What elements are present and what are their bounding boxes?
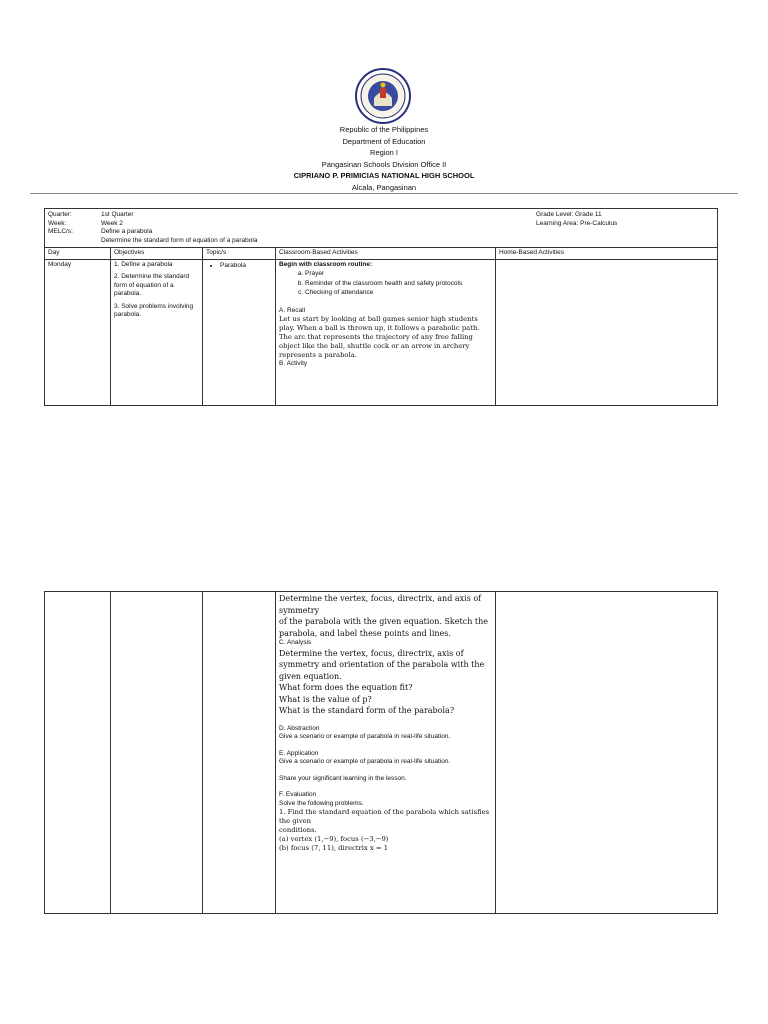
abstraction-heading: D. Abstraction [279, 724, 320, 732]
header-line: Republic of the Philippines [339, 125, 429, 134]
melc-1: Define a parabola [101, 228, 153, 235]
share-text: Share your significant learning in the lesson. [279, 774, 407, 782]
routine-list [279, 270, 492, 298]
classroom-activities-cell [276, 592, 496, 914]
analysis-line: What is the value of p? [279, 694, 372, 704]
routine-item: b. Reminder of the classroom health and safety protocols [305, 280, 492, 289]
evaluation-question: 1. Find the standard equation of the parabola which satisfies the given [279, 808, 490, 825]
recall-heading: A. Recall [279, 306, 306, 314]
day-cell [45, 592, 111, 914]
activity-instruction: Determine the vertex, focus, directrix, and axis of symmetry [279, 594, 482, 615]
learning-area: Learning Area: Pre-Calculus [536, 219, 618, 227]
deped-seal-logo [355, 68, 411, 124]
col-day: Day [45, 248, 111, 260]
lesson-plan-table [44, 208, 718, 406]
activity-heading: B. Activity [279, 360, 308, 367]
objective-item: 2. Determine the standard form of equation of a parabola. [114, 273, 190, 297]
col-home: Home-Based Activities [496, 248, 718, 260]
activity-instruction: of the parabola with the given equation. Sketch the parabola, and label these points and lines. [279, 617, 489, 638]
evaluation-item-b: (b) focus (7, 11), directrix x = 1 [279, 844, 389, 852]
objective-item: 1. Define a parabola [114, 260, 173, 268]
week-label: Week: [48, 219, 67, 227]
home-activities-cell [496, 592, 718, 914]
application-text: Give a scenario or example of parabola in real-life situation. [279, 758, 451, 765]
col-classroom: Classroom-Based Activities [276, 248, 496, 260]
topics-cell [203, 259, 276, 405]
evaluation-intro: Solve the following problems. [279, 799, 364, 807]
analysis-line: What is the standard form of the parabola? [279, 706, 455, 715]
table-row [45, 592, 718, 914]
routine-item: c. Checking of attendance [305, 289, 492, 298]
routine-item: a. Prayer [305, 270, 492, 279]
meta-section [45, 209, 718, 248]
letterhead [0, 124, 768, 193]
recall-text: Let us start by looking at ball games senior high students play. When a ball is thrown up, it follows a parabolic path. The arc that represents the trajectory of any free falling object like the ball, shuttle cock or an arrow in archery represents a parabola. [279, 315, 480, 359]
col-topics: Topic/s [203, 248, 276, 260]
home-activities-cell [496, 259, 718, 405]
melc-2: Determine the standard form of equation of a parabola [101, 236, 258, 244]
objective-item: 3. Solve problems involving parabola. [114, 302, 194, 318]
application-heading: E. Application [279, 749, 319, 757]
week-value: Week 2 [101, 219, 123, 227]
abstraction-text: Give a scenario or example of parabola in real-life situation. [279, 733, 451, 740]
evaluation-item-a: (a) vertex (1,−9), focus (−3,−9) [279, 835, 389, 843]
analysis-line: What form does the equation fit? [279, 683, 413, 692]
routine-intro: Begin with classroom routine: [279, 260, 373, 268]
school-location: Alcala, Pangasinan [351, 182, 417, 192]
analysis-heading: C. Analysis [279, 639, 312, 646]
school-name: CIPRIANO P. PRIMICIAS NATIONAL HIGH SCHOOL [293, 171, 475, 180]
header-line: Pangasinan Schools Division Office II [321, 159, 447, 169]
evaluation-heading: F. Evaluation [279, 791, 317, 798]
topic-item: • Parabola [220, 262, 272, 271]
header-line: Department of Education [342, 136, 426, 146]
analysis-line: Determine the vertex, focus, directrix, axis of symmetry and orientation of the parabola with the given equation. [279, 648, 485, 681]
objectives-cell [111, 259, 203, 405]
evaluation-conditions: conditions. [279, 826, 317, 834]
lesson-plan-table-continued [44, 591, 718, 914]
quarter-value: 1st Quarter [101, 211, 134, 218]
header-divider [30, 193, 738, 194]
header-line: Region I [370, 148, 398, 157]
quarter-label: Quarter: [48, 211, 72, 218]
table-row [45, 259, 718, 405]
col-objectives: Objectives [111, 248, 203, 260]
classroom-activities-cell [276, 259, 496, 405]
grade-level: Grade Level: Grade 11 [536, 211, 602, 218]
column-headers [45, 248, 718, 260]
objectives-cell [111, 592, 203, 914]
topics-cell [203, 592, 276, 914]
melc-label: MELC/s: [48, 228, 73, 235]
day-cell: Monday [45, 259, 111, 405]
